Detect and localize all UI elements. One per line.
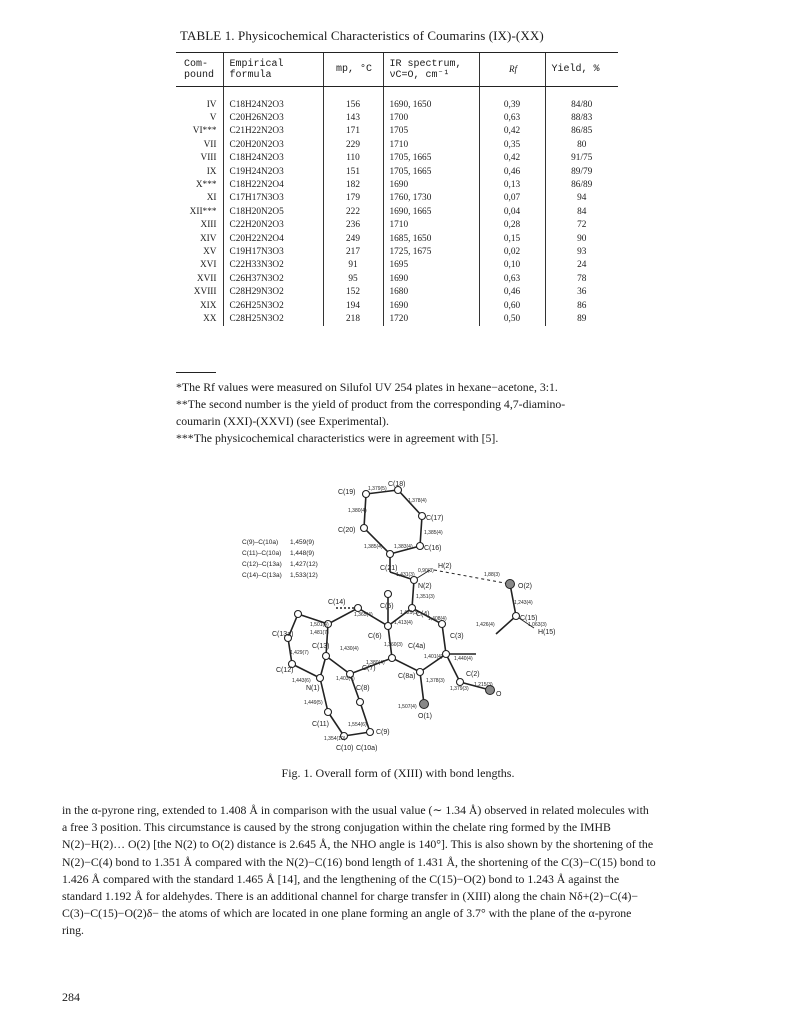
cell-rf: 0,07 bbox=[479, 192, 545, 205]
cell-mp: 249 bbox=[323, 233, 383, 246]
bond-name: C(14)–C(13a) bbox=[242, 572, 282, 579]
table-row bbox=[176, 219, 618, 232]
header-yield: Yield, % bbox=[545, 53, 618, 87]
atom-label: C(6) bbox=[368, 633, 382, 640]
table-row bbox=[176, 273, 618, 286]
cell-yield: 84 bbox=[545, 206, 618, 219]
cell-mp: 171 bbox=[323, 125, 383, 138]
cell-rf: 0,15 bbox=[479, 233, 545, 246]
cell-mp: 91 bbox=[323, 259, 383, 272]
bond-length: 1,533(12) bbox=[290, 572, 318, 579]
bond-label: 1,403(4) bbox=[336, 676, 355, 682]
header-formula-line1: Empirical bbox=[229, 58, 284, 70]
cell-formula: C26H25N3O2 bbox=[223, 300, 323, 313]
table-row bbox=[176, 139, 618, 152]
cell-formula: C20H22N2O4 bbox=[223, 233, 323, 246]
atom-label: C(11) bbox=[312, 721, 329, 728]
atom-label: C(10) bbox=[336, 745, 354, 752]
cell-compound: XVIII bbox=[193, 287, 217, 298]
cell-compound: VIII bbox=[200, 153, 217, 164]
atom-label: C(2) bbox=[466, 671, 480, 678]
cell-rf: 0,10 bbox=[479, 259, 545, 272]
cell-yield: 36 bbox=[545, 286, 618, 299]
atom-label: C(4) bbox=[416, 611, 430, 618]
body-line: in the α-pyrone ring, extended to 1.408 Å in comparison with the usual value (∼ 1.34 Å) observed in related molecules with bbox=[62, 803, 649, 817]
table-title: TABLE 1. Physicochemical Characteristics of Coumarins (IX)-(XX) bbox=[180, 28, 544, 43]
body-line: 1.426 Å compared with the standard 1.465 Å [14], and the lengthening of the C(15)−O(2) bond to 1.243 Å against the bbox=[62, 871, 620, 886]
structure-bond-labels bbox=[290, 486, 547, 742]
cell-ir: 1720 bbox=[383, 313, 479, 326]
body-line: N(2)−H(2)… O(2) [the N(2) to O(2) distance is 2.645 Å, the NHO angle is 140°]. This is also shown by the shortening of the bbox=[62, 837, 654, 852]
cell-ir: 1705, 1665 bbox=[383, 152, 479, 165]
cell-ir: 1725, 1675 bbox=[383, 246, 479, 259]
cell-compound: VII bbox=[203, 139, 217, 150]
bond-label: 1,380(4) bbox=[348, 508, 367, 514]
cell-mp: 222 bbox=[323, 206, 383, 219]
header-rf: Rf bbox=[479, 53, 545, 87]
bond-label: 1,383(4) bbox=[394, 544, 413, 550]
bond-label: 1,554(6) bbox=[348, 722, 367, 728]
table-row bbox=[176, 192, 618, 205]
atom-label: C(13) bbox=[312, 643, 330, 650]
cell-ir: 1690 bbox=[383, 300, 479, 313]
bond-label: 1,360(3) bbox=[384, 642, 403, 648]
body-line: C(3)−C(15)−O(2)δ− the atoms of which are located in one plane forming an angle of 3.7° with the plane of the α-pyrone bbox=[62, 906, 632, 921]
cell-rf: 0,63 bbox=[479, 273, 545, 286]
table-row bbox=[176, 300, 618, 313]
atom-label: C(10a) bbox=[356, 745, 378, 752]
molecular-structure-figure bbox=[228, 476, 608, 762]
table-row bbox=[176, 152, 618, 165]
header-ir-line2: νC=O, cm⁻¹ bbox=[389, 69, 450, 81]
cell-rf: 0,63 bbox=[479, 112, 545, 125]
header-ir bbox=[383, 53, 479, 87]
cell-formula: C18H24N2O3 bbox=[223, 152, 323, 165]
cell-yield: 89 bbox=[545, 313, 618, 326]
cell-ir: 1695 bbox=[383, 259, 479, 272]
atom-label: C(19) bbox=[338, 489, 356, 496]
bond-label: 1,063(3) bbox=[528, 622, 547, 628]
table-row bbox=[176, 112, 618, 125]
atom-label: O(1) bbox=[418, 713, 432, 720]
bond-label: 1,378(3) bbox=[426, 678, 445, 684]
bond-label: 1,430(4) bbox=[340, 646, 359, 652]
cell-formula: C22H33N3O2 bbox=[223, 259, 323, 272]
cell-compound: XI bbox=[206, 193, 217, 204]
bond-label: 1,429(7) bbox=[290, 650, 309, 656]
table-row bbox=[176, 313, 618, 326]
atom-label: C(8) bbox=[356, 685, 370, 692]
bond-label: 1,351(3) bbox=[416, 594, 435, 600]
cell-mp: 194 bbox=[323, 300, 383, 313]
cell-rf: 0,46 bbox=[479, 166, 545, 179]
bond-length: 1,448(9) bbox=[290, 550, 315, 557]
cell-formula: C28H29N3O2 bbox=[223, 286, 323, 299]
cell-compound: XIII bbox=[200, 220, 217, 231]
cell-yield: 93 bbox=[545, 246, 618, 259]
body-line: a free 3 position. This circumstance is caused by the strong conjugation within the chelate ring formed by the IMHB bbox=[62, 820, 611, 835]
cell-mp: 156 bbox=[323, 99, 383, 112]
cell-compound: VI*** bbox=[192, 126, 217, 137]
cell-compound: XV bbox=[203, 246, 217, 257]
atom-label: C(4a) bbox=[408, 643, 426, 650]
cell-rf: 0,42 bbox=[479, 152, 545, 165]
atom-label: C(17) bbox=[426, 515, 444, 522]
cell-rf: 0,50 bbox=[479, 313, 545, 326]
cell-ir: 1760, 1730 bbox=[383, 192, 479, 205]
cell-ir: 1690 bbox=[383, 179, 479, 192]
cell-formula: C22H20N2O3 bbox=[223, 219, 323, 232]
bond-length: 1,427(12) bbox=[290, 561, 318, 568]
footnote-divider bbox=[176, 372, 216, 373]
cell-yield: 91/75 bbox=[545, 152, 618, 165]
table-row bbox=[176, 246, 618, 259]
bond-label: 1,379(5) bbox=[368, 486, 387, 492]
cell-yield: 89/79 bbox=[545, 166, 618, 179]
cell-formula: C20H26N2O3 bbox=[223, 112, 323, 125]
cell-compound: XX bbox=[203, 314, 217, 324]
cell-ir: 1705, 1665 bbox=[383, 166, 479, 179]
cell-rf: 0,04 bbox=[479, 206, 545, 219]
header-compound-line1: Com- bbox=[184, 58, 209, 70]
header-compound-line2: pound bbox=[184, 69, 215, 81]
footnote-agreement: ***The physicochemical characteristics were in agreement with [5]. bbox=[176, 431, 499, 445]
cell-ir: 1710 bbox=[383, 219, 479, 232]
bond-label: 1,408(4) bbox=[428, 616, 447, 622]
cell-formula: C18H24N2O3 bbox=[223, 99, 323, 112]
footnote-rf-text: *The Rf values were measured on Silufol UV 254 plates in hexane−acetone, 3:1. bbox=[176, 380, 558, 394]
cell-yield: 78 bbox=[545, 273, 618, 286]
cell-ir: 1700 bbox=[383, 112, 479, 125]
cell-formula: C20H20N2O3 bbox=[223, 139, 323, 152]
cell-rf: 0,42 bbox=[479, 125, 545, 138]
cell-mp: 236 bbox=[323, 219, 383, 232]
bond-label: 1,507(4) bbox=[398, 704, 417, 710]
table-row bbox=[176, 259, 618, 272]
cell-mp: 143 bbox=[323, 112, 383, 125]
cell-compound: XIV bbox=[199, 233, 217, 244]
cell-formula: C19H24N2O3 bbox=[223, 166, 323, 179]
cell-yield: 88/83 bbox=[545, 112, 618, 125]
header-formula-line2: formula bbox=[229, 69, 272, 81]
cell-rf: 0,02 bbox=[479, 246, 545, 259]
atom-label: C(9) bbox=[376, 729, 390, 736]
cell-yield: 80 bbox=[545, 139, 618, 152]
bond-label: 1,378(4) bbox=[408, 498, 427, 504]
body-line: N(2)−C(4) bond to 1.351 Å compared with the N(2)−C(16) bond length of 1.431 Å, the shortening of the C(3)−C(15) bond to bbox=[62, 854, 656, 869]
bond-label: 1,379(3) bbox=[450, 686, 469, 692]
table-row bbox=[176, 125, 618, 138]
figure-caption: Fig. 1. Overall form of (XIII) with bond lengths. bbox=[281, 766, 515, 780]
bond-length-table bbox=[242, 539, 318, 579]
body-line: ring. bbox=[62, 923, 84, 938]
cell-mp: 179 bbox=[323, 192, 383, 205]
cell-yield: 24 bbox=[545, 259, 618, 272]
bond-label: 1,426(4) bbox=[476, 622, 495, 628]
bond-label: 1,501(4) bbox=[310, 622, 329, 628]
cell-formula: C19H17N3O3 bbox=[223, 246, 323, 259]
cell-compound: XIX bbox=[199, 300, 217, 311]
cell-mp: 182 bbox=[323, 179, 383, 192]
bond-label: 1,429(3) bbox=[400, 610, 419, 616]
bond-length: 1,459(9) bbox=[290, 539, 315, 546]
bond-name: C(12)–C(13a) bbox=[242, 561, 282, 568]
footnote-rf bbox=[176, 379, 636, 396]
cell-mp: 151 bbox=[323, 166, 383, 179]
atom-label: H(15) bbox=[538, 629, 556, 636]
table-header-row bbox=[176, 53, 618, 87]
atom-label: C(13a) bbox=[272, 631, 294, 638]
body-paragraph bbox=[62, 802, 738, 940]
cell-ir: 1690, 1650 bbox=[383, 99, 479, 112]
bond-label: 1,413(4) bbox=[394, 620, 413, 626]
cell-compound: IX bbox=[206, 166, 217, 177]
cell-formula: C17H17N3O3 bbox=[223, 192, 323, 205]
bond-label: 0,90(3) bbox=[418, 568, 434, 574]
cell-yield: 90 bbox=[545, 233, 618, 246]
atom-label: N(2) bbox=[418, 583, 432, 590]
cell-yield: 84/80 bbox=[545, 99, 618, 112]
bond-label: 1,443(6) bbox=[292, 678, 311, 684]
table-row bbox=[176, 99, 618, 112]
cell-yield: 86/89 bbox=[545, 179, 618, 192]
atom-label: C(3) bbox=[450, 633, 464, 640]
footnotes bbox=[176, 379, 636, 447]
atom-label: C(7) bbox=[362, 665, 376, 672]
cell-rf: 0,60 bbox=[479, 300, 545, 313]
atom-label: C(14) bbox=[328, 599, 346, 606]
cell-formula: C18H22N2O4 bbox=[223, 179, 323, 192]
atom-label: C(16) bbox=[424, 545, 442, 552]
header-mp: mp, °C bbox=[323, 53, 383, 87]
bond-label: 1,431(3) bbox=[396, 572, 415, 578]
table-spacer-row bbox=[176, 87, 618, 99]
bond-label: 1,385(4) bbox=[364, 544, 383, 550]
bond-label: 1,481(7) bbox=[310, 630, 329, 636]
bond-label: 1,243(4) bbox=[514, 600, 533, 606]
cell-mp: 217 bbox=[323, 246, 383, 259]
bond-label: 1,365(4) bbox=[354, 612, 373, 618]
page-number: 284 bbox=[62, 990, 80, 1004]
cell-mp: 229 bbox=[323, 139, 383, 152]
atom-label: C(18) bbox=[388, 481, 406, 488]
cell-yield: 86 bbox=[545, 300, 618, 313]
bond-label: 1,380(4) bbox=[366, 660, 385, 666]
cell-yield: 72 bbox=[545, 219, 618, 232]
bond-label: 1,354(10) bbox=[324, 736, 346, 742]
atom-label: O(2) bbox=[518, 583, 532, 590]
cell-yield: 86/85 bbox=[545, 125, 618, 138]
table-row bbox=[176, 206, 618, 219]
header-ir-line1: IR spectrum, bbox=[389, 58, 462, 70]
data-table-container bbox=[176, 52, 618, 326]
cell-rf: 0,28 bbox=[479, 219, 545, 232]
cell-ir: 1680 bbox=[383, 286, 479, 299]
cell-yield: 94 bbox=[545, 192, 618, 205]
table-row bbox=[176, 233, 618, 246]
cell-rf: 0,46 bbox=[479, 286, 545, 299]
cell-ir: 1690 bbox=[383, 273, 479, 286]
atom-label: C(5) bbox=[380, 603, 394, 610]
bond-label: 1,385(4) bbox=[424, 530, 443, 536]
cell-compound: X*** bbox=[195, 179, 217, 190]
bond-name: C(9)–C(10a) bbox=[242, 539, 279, 546]
atom-label: C(21) bbox=[380, 565, 398, 572]
cell-rf: 0,39 bbox=[479, 99, 545, 112]
table-row bbox=[176, 286, 618, 299]
atom-label: C(8a) bbox=[398, 673, 416, 680]
bond-label: 1,88(3) bbox=[484, 572, 500, 578]
atom-label: C(20) bbox=[338, 527, 356, 534]
cell-rf: 0,13 bbox=[479, 179, 545, 192]
cell-mp: 152 bbox=[323, 286, 383, 299]
bond-label: 1,215(3) bbox=[474, 682, 493, 688]
footnote-yield: **The second number is the yield of product from the corresponding 4,7-diamino- bbox=[176, 397, 566, 411]
cell-formula: C21H22N2O3 bbox=[223, 125, 323, 138]
cell-compound: XVII bbox=[196, 273, 217, 284]
cell-ir: 1705 bbox=[383, 125, 479, 138]
header-formula bbox=[223, 53, 323, 87]
cell-mp: 218 bbox=[323, 313, 383, 326]
bond-name: C(11)–C(10a) bbox=[242, 550, 282, 557]
atom-label: C(15) bbox=[520, 615, 538, 622]
footnote-yield-cont: coumarin (XXI)-(XXVI) (see Experimental). bbox=[176, 414, 389, 428]
cell-compound: IV bbox=[206, 99, 217, 110]
atom-label: H(2) bbox=[438, 563, 452, 570]
cell-mp: 110 bbox=[323, 152, 383, 165]
atom-label: C(12) bbox=[276, 667, 294, 674]
table-row bbox=[176, 166, 618, 179]
cell-compound: XII*** bbox=[189, 206, 217, 217]
cell-ir: 1685, 1650 bbox=[383, 233, 479, 246]
physicochemical-table bbox=[176, 52, 618, 326]
cell-formula: C26H37N3O2 bbox=[223, 273, 323, 286]
cell-ir: 1710 bbox=[383, 139, 479, 152]
table-body bbox=[176, 87, 618, 327]
cell-compound: XVI bbox=[199, 260, 217, 271]
cell-formula: C18H20N2O5 bbox=[223, 206, 323, 219]
atom-label: N(1) bbox=[306, 685, 320, 692]
body-line: standard 1.192 Å for aldehydes. There is an additional channel for charge transfer in (XIII) along the chain Nδ+(2)−C(4)− bbox=[62, 889, 639, 904]
bond-label: 1,401(4) bbox=[424, 654, 443, 660]
cell-compound: V bbox=[209, 112, 217, 123]
structure-diagram bbox=[228, 476, 608, 762]
table-row bbox=[176, 179, 618, 192]
atom-label: O bbox=[496, 691, 502, 698]
cell-rf: 0,35 bbox=[479, 139, 545, 152]
bond-label: 1,440(4) bbox=[454, 656, 473, 662]
cell-formula: C28H25N3O2 bbox=[223, 313, 323, 326]
cell-ir: 1690, 1665 bbox=[383, 206, 479, 219]
cell-mp: 95 bbox=[323, 273, 383, 286]
bond-label: 1,449(5) bbox=[304, 700, 323, 706]
header-compound bbox=[176, 53, 223, 87]
